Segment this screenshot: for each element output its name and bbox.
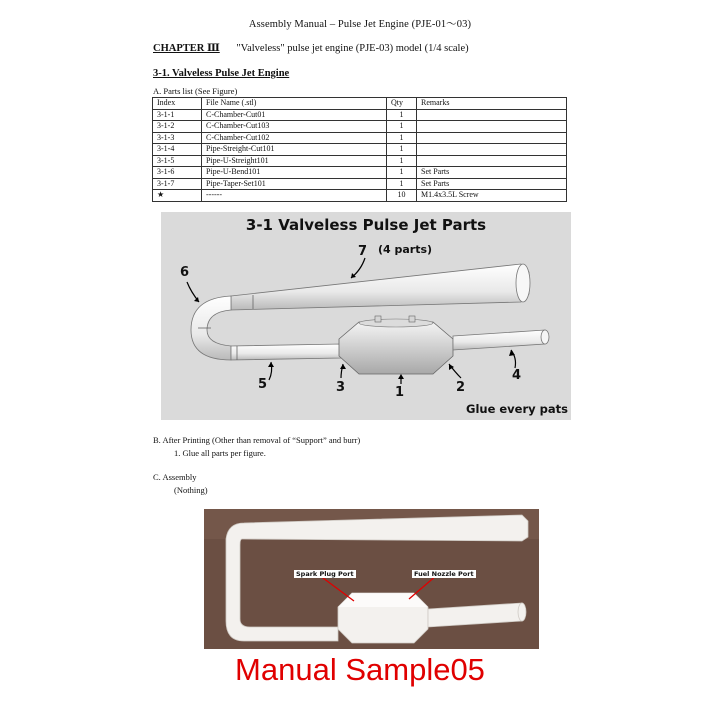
after-printing-heading: B. After Printing (Other than removal of “Support” and burr) [153, 435, 361, 445]
document-header: Assembly Manual – Pulse Jet Engine (PJE-01～03) [248, 19, 472, 30]
sample-watermark: Manual Sample05 [235, 652, 485, 687]
chapter-number: CHAPTER Ⅲ [153, 43, 220, 54]
callout-2: 2 [456, 380, 466, 395]
callout-7: 7 [358, 244, 368, 259]
qty-cell: 1 [387, 121, 417, 133]
callout-6: 6 [180, 265, 190, 280]
index-cell: 3-1-7 [153, 178, 202, 190]
callout-1: 1 [395, 385, 405, 400]
callout-4: 4 [512, 368, 522, 383]
remarks-cell: Set Parts [417, 178, 567, 190]
remarks-cell [417, 144, 567, 156]
fuel-nozzle-port-label: Fuel Nozzle Port [414, 570, 474, 578]
filename-cell: C-Chamber-Cut01 [202, 109, 387, 121]
filename-cell: C-Chamber-Cut103 [202, 121, 387, 133]
index-cell: ★ [153, 190, 202, 202]
filename-cell: Pipe-U-Streight101 [202, 155, 387, 167]
filename-cell: Pipe-Streight-Cut101 [202, 144, 387, 156]
assembly-note: (Nothing) [174, 485, 208, 495]
after-printing-item: 1. Glue all parts per figure. [174, 448, 266, 458]
table-row [153, 132, 567, 144]
index-cell: 3-1-6 [153, 167, 202, 179]
table-row [153, 144, 567, 156]
column-header: Remarks [417, 98, 567, 110]
index-cell: 3-1-1 [153, 109, 202, 121]
spark-plug-port-label: Spark Plug Port [296, 570, 354, 578]
assembly-heading: C. Assembly [153, 472, 197, 482]
callout-3: 3 [336, 380, 346, 395]
qty-cell: 1 [387, 109, 417, 121]
table-row [153, 178, 567, 190]
table-row [153, 121, 567, 133]
engine-photo-drawing [204, 509, 539, 649]
qty-cell: 1 [387, 132, 417, 144]
remarks-cell [417, 121, 567, 133]
filename-cell: C-Chamber-Cut102 [202, 132, 387, 144]
index-cell: 3-1-2 [153, 121, 202, 133]
table-row [153, 190, 567, 202]
qty-cell: 1 [387, 144, 417, 156]
qty-cell: 1 [387, 155, 417, 167]
qty-cell: 10 [387, 190, 417, 202]
table-row [153, 167, 567, 179]
qty-cell: 1 [387, 178, 417, 190]
filename-cell: ------ [202, 190, 387, 202]
index-cell: 3-1-4 [153, 144, 202, 156]
remarks-cell: Set Parts [417, 167, 567, 179]
filename-cell: Pipe-U-Bend101 [202, 167, 387, 179]
index-cell: 3-1-3 [153, 132, 202, 144]
column-header: Index [153, 98, 202, 110]
table-header-row [153, 98, 567, 110]
table-row [153, 109, 567, 121]
remarks-cell: M1.4x3.5L Screw [417, 190, 567, 202]
callout-5: 5 [258, 377, 268, 392]
figure-note: Glue every pats [466, 402, 568, 416]
section-title: 3-1. Valveless Pulse Jet Engine [153, 68, 290, 79]
table-row [153, 155, 567, 167]
qty-cell: 1 [387, 167, 417, 179]
column-header: File Name (.stl) [202, 98, 387, 110]
chapter-heading [153, 42, 469, 54]
column-header: Qty [387, 98, 417, 110]
index-cell: 3-1-5 [153, 155, 202, 167]
remarks-cell [417, 109, 567, 121]
parts-table [152, 97, 567, 202]
figure-title: 3-1 Valveless Pulse Jet Parts [245, 216, 487, 234]
filename-cell: Pipe-Taper-Set101 [202, 178, 387, 190]
figure-subtitle: (4 parts) [378, 243, 433, 256]
chapter-title: "Valveless" pulse jet engine (PJE-03) model (1/4 scale) [236, 43, 469, 54]
assembled-engine-photo [204, 509, 539, 649]
parts-list-heading: A. Parts list (See Figure) [153, 86, 238, 96]
remarks-cell [417, 155, 567, 167]
remarks-cell [417, 132, 567, 144]
